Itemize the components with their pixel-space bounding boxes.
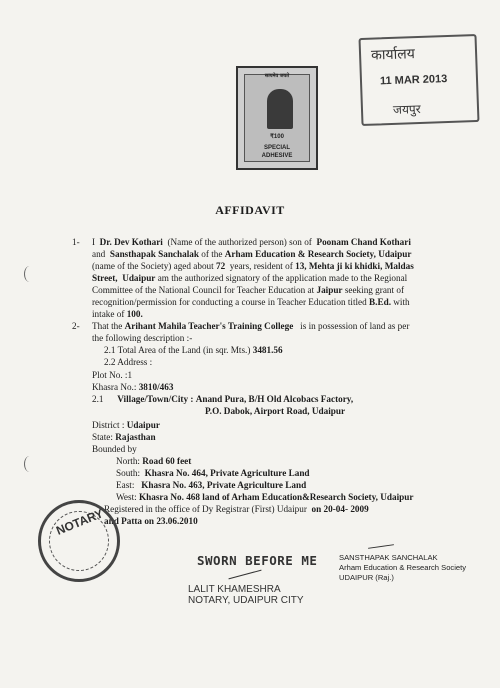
signatory-title: SANSTHAPAK SANCHALAK: [339, 553, 438, 562]
para1-line6: recognition/permission for conducting a course in Teacher Education titled B.Ed. with: [92, 297, 410, 307]
document-title: AFFIDAVIT: [215, 203, 285, 217]
east-boundary: East: Khasra No. 463, Private Agriculture Land: [116, 480, 307, 490]
south-boundary: South: Khasra No. 464, Private Agriculture Land: [116, 468, 310, 478]
notary-seal-word: NOTARY: [54, 506, 106, 538]
bounded-by: Bounded by: [92, 444, 137, 454]
para2-line2: the following description :-: [92, 333, 193, 343]
stamp-label-adhesive: ADHESIVE: [261, 153, 293, 159]
notary-seal: [38, 500, 120, 582]
special-adhesive-stamp: [236, 66, 318, 170]
para1-line7: intake of 100.: [92, 309, 143, 319]
para1-line3: (name of the Society) aged about 72 years, resident of 13, Mehta ji ki khidki, Maldas: [92, 261, 414, 271]
office-stamp-line3: जयपुर: [392, 101, 421, 117]
stamp-top-text: सत्यमेव जयते: [264, 73, 290, 79]
khasra-number: Khasra No.: 3810/463: [92, 382, 174, 392]
registration-line: Registered in the office of Dy Registrar (First) Udaipur on 20-04- 2009: [104, 504, 369, 514]
national-emblem-icon: [267, 89, 293, 129]
notary-place: NOTARY, UDAIPUR CITY: [188, 595, 304, 606]
para1-line5: Committee of the National Council for Teacher Education at Jaipur seeking grant of: [92, 285, 405, 295]
office-stamp-line1: कार्यालय: [370, 45, 416, 63]
signatory-place: UDAIPUR (Raj.): [339, 572, 394, 582]
total-area: 2.1 Total Area of the Land (in sqr. Mts.) 3481.56: [104, 345, 283, 355]
punch-hole-icon: [24, 456, 35, 472]
para2-line1: That the Arihant Mahila Teacher's Training College is in possession of land as per: [92, 321, 410, 331]
para1-number: 1-: [72, 237, 80, 247]
address-label: 2.2 Address :: [104, 357, 153, 367]
state: State: Rajasthan: [92, 432, 156, 442]
stamp-value: ₹100: [270, 134, 284, 140]
office-stamp-date: 11 MAR 2013: [379, 73, 448, 88]
signatory-block: [339, 553, 466, 582]
para1-line2: and Sansthapak Sanchalak of the Arham Education & Research Society, Udaipur: [92, 249, 412, 259]
punch-hole-icon: [24, 266, 35, 282]
village-line2: P.O. Dabok, Airport Road, Udaipur: [205, 406, 346, 416]
para1-line4: Street, Udaipur am the authorized signatory of the application made to the Regional: [92, 273, 408, 283]
sworn-before-me-stamp: SWORN BEFORE ME: [197, 553, 318, 568]
signatory-signature: [368, 544, 394, 549]
patta-line: and Patta on 23.06.2010: [104, 516, 198, 526]
office-date-stamp: [359, 34, 480, 126]
west-boundary: West: Khasra No. 468 land of Arham Education&Research Society, Udaipur: [116, 492, 414, 502]
para2-number: 2-: [72, 321, 80, 331]
plot-number: Plot No. :1: [92, 370, 133, 380]
para1-line1: I Dr. Dev Kothari (Name of the authorized person) son of Poonam Chand Kothari: [92, 237, 411, 247]
signatory-society: Arham Education & Research Society: [339, 562, 467, 572]
district: District : Udaipur: [92, 420, 160, 430]
notary-name: LALIT KHAMESHRA: [188, 584, 281, 595]
village-line: 2.1 Village/Town/City : Anand Pura, B/H Old Alcobacs Factory,: [92, 394, 354, 404]
notary-signature: [228, 570, 261, 580]
north-boundary: North: Road 60 feet: [116, 456, 192, 466]
stamp-label-special: SPECIAL: [263, 145, 290, 151]
notary-name-block: [188, 584, 304, 606]
